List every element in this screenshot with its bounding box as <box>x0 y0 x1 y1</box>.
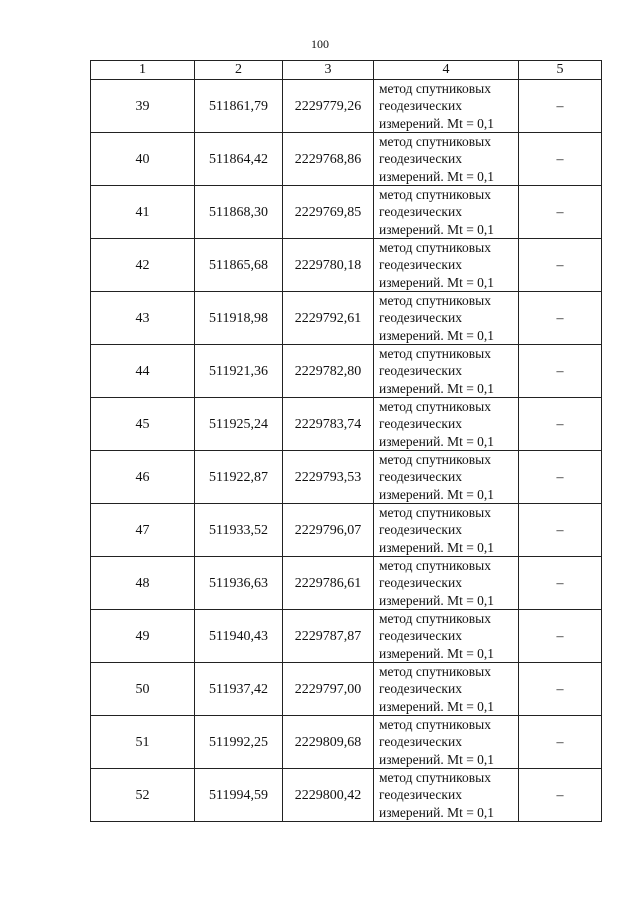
table-row <box>91 663 602 716</box>
table-row <box>91 239 602 292</box>
method-cell <box>374 398 519 451</box>
method-line: измерений. Mt = 0,1 <box>379 115 495 131</box>
point-number-cell: 49 <box>91 610 195 663</box>
method-line: метод спутниковых <box>379 293 491 308</box>
method-line: геодезических <box>379 363 462 379</box>
method-line: геодезических <box>379 151 462 167</box>
point-number-cell: 47 <box>91 504 195 557</box>
method-cell <box>374 239 519 292</box>
method-line: измерений. Mt = 0,1 <box>379 698 495 714</box>
note-cell: – <box>519 133 602 186</box>
point-number-cell: 46 <box>91 451 195 504</box>
x-coordinate-cell: 511940,43 <box>195 610 283 663</box>
method-cell <box>374 610 519 663</box>
table-row <box>91 451 602 504</box>
coordinates-table <box>90 60 602 822</box>
note-cell: – <box>519 663 602 716</box>
method-line: метод спутниковых <box>379 240 491 255</box>
point-number-cell: 50 <box>91 663 195 716</box>
x-coordinate-cell: 511918,98 <box>195 292 283 345</box>
method-line: метод спутниковых <box>379 717 491 732</box>
method-cell <box>374 663 519 716</box>
table-row <box>91 80 602 133</box>
method-line: метод спутниковых <box>379 399 491 414</box>
table-row <box>91 557 602 610</box>
note-cell: – <box>519 557 602 610</box>
table-row <box>91 133 602 186</box>
point-number-cell: 44 <box>91 345 195 398</box>
method-cell <box>374 716 519 769</box>
method-line: измерений. Mt = 0,1 <box>379 380 495 396</box>
method-cell <box>374 186 519 239</box>
table-body <box>91 61 602 822</box>
method-cell <box>374 451 519 504</box>
x-coordinate-cell: 511865,68 <box>195 239 283 292</box>
point-number-cell: 42 <box>91 239 195 292</box>
point-number-cell: 39 <box>91 80 195 133</box>
table-row <box>91 610 602 663</box>
method-line: метод спутниковых <box>379 452 491 467</box>
point-number-cell: 52 <box>91 769 195 822</box>
column-header-2: 2 <box>195 61 283 80</box>
method-line: измерений. Mt = 0,1 <box>379 327 495 343</box>
y-coordinate-cell: 2229787,87 <box>283 610 374 663</box>
method-line: измерений. Mt = 0,1 <box>379 274 495 290</box>
x-coordinate-cell: 511936,63 <box>195 557 283 610</box>
point-number-cell: 41 <box>91 186 195 239</box>
y-coordinate-cell: 2229796,07 <box>283 504 374 557</box>
x-coordinate-cell: 511864,42 <box>195 133 283 186</box>
column-header-1: 1 <box>91 61 195 80</box>
y-coordinate-cell: 2229780,18 <box>283 239 374 292</box>
x-coordinate-cell: 511933,52 <box>195 504 283 557</box>
method-line: измерений. Mt = 0,1 <box>379 804 495 820</box>
note-cell: – <box>519 186 602 239</box>
method-line: измерений. Mt = 0,1 <box>379 645 495 661</box>
method-line: измерений. Mt = 0,1 <box>379 592 495 608</box>
x-coordinate-cell: 511992,25 <box>195 716 283 769</box>
method-line: геодезических <box>379 522 462 538</box>
note-cell: – <box>519 451 602 504</box>
table-row <box>91 398 602 451</box>
x-coordinate-cell: 511921,36 <box>195 345 283 398</box>
x-coordinate-cell: 511937,42 <box>195 663 283 716</box>
y-coordinate-cell: 2229768,86 <box>283 133 374 186</box>
method-line: геодезических <box>379 204 462 220</box>
x-coordinate-cell: 511994,59 <box>195 769 283 822</box>
method-line: геодезических <box>379 575 462 591</box>
point-number-cell: 43 <box>91 292 195 345</box>
table-row <box>91 716 602 769</box>
method-line: геодезических <box>379 628 462 644</box>
page-number: 100 <box>311 37 329 51</box>
note-cell: – <box>519 610 602 663</box>
note-cell: – <box>519 80 602 133</box>
y-coordinate-cell: 2229786,61 <box>283 557 374 610</box>
table-row <box>91 345 602 398</box>
y-coordinate-cell: 2229783,74 <box>283 398 374 451</box>
x-coordinate-cell: 511925,24 <box>195 398 283 451</box>
method-cell <box>374 292 519 345</box>
note-cell: – <box>519 716 602 769</box>
method-line: измерений. Mt = 0,1 <box>379 751 495 767</box>
note-cell: – <box>519 398 602 451</box>
x-coordinate-cell: 511922,87 <box>195 451 283 504</box>
method-cell <box>374 345 519 398</box>
y-coordinate-cell: 2229793,53 <box>283 451 374 504</box>
method-line: метод спутниковых <box>379 558 491 573</box>
column-header-5: 5 <box>519 61 602 80</box>
method-line: метод спутниковых <box>379 611 491 626</box>
method-line: метод спутниковых <box>379 346 491 361</box>
note-cell: – <box>519 239 602 292</box>
method-line: измерений. Mt = 0,1 <box>379 433 495 449</box>
method-line: геодезических <box>379 469 462 485</box>
method-line: измерений. Mt = 0,1 <box>379 168 495 184</box>
point-number-cell: 45 <box>91 398 195 451</box>
method-line: измерений. Mt = 0,1 <box>379 486 495 502</box>
method-cell <box>374 133 519 186</box>
note-cell: – <box>519 769 602 822</box>
y-coordinate-cell: 2229797,00 <box>283 663 374 716</box>
method-line: геодезических <box>379 681 462 697</box>
method-line: геодезических <box>379 787 462 803</box>
column-header-3: 3 <box>283 61 374 80</box>
point-number-cell: 48 <box>91 557 195 610</box>
x-coordinate-cell: 511868,30 <box>195 186 283 239</box>
table-row <box>91 292 602 345</box>
point-number-cell: 51 <box>91 716 195 769</box>
table-row <box>91 186 602 239</box>
column-header-4: 4 <box>374 61 519 80</box>
y-coordinate-cell: 2229792,61 <box>283 292 374 345</box>
y-coordinate-cell: 2229779,26 <box>283 80 374 133</box>
method-line: геодезических <box>379 734 462 750</box>
method-line: метод спутниковых <box>379 505 491 520</box>
method-line: геодезических <box>379 98 462 114</box>
method-cell <box>374 504 519 557</box>
method-line: метод спутниковых <box>379 134 491 149</box>
table-row <box>91 769 602 822</box>
y-coordinate-cell: 2229800,42 <box>283 769 374 822</box>
table-header-row <box>91 61 602 80</box>
table-row <box>91 504 602 557</box>
note-cell: – <box>519 345 602 398</box>
point-number-cell: 40 <box>91 133 195 186</box>
x-coordinate-cell: 511861,79 <box>195 80 283 133</box>
y-coordinate-cell: 2229809,68 <box>283 716 374 769</box>
y-coordinate-cell: 2229782,80 <box>283 345 374 398</box>
method-line: измерений. Mt = 0,1 <box>379 221 495 237</box>
method-cell <box>374 80 519 133</box>
method-line: метод спутниковых <box>379 664 491 679</box>
note-cell: – <box>519 504 602 557</box>
method-line: геодезических <box>379 257 462 273</box>
method-line: метод спутниковых <box>379 187 491 202</box>
method-line: метод спутниковых <box>379 770 491 785</box>
y-coordinate-cell: 2229769,85 <box>283 186 374 239</box>
method-line: геодезических <box>379 416 462 432</box>
method-line: геодезических <box>379 310 462 326</box>
method-cell <box>374 769 519 822</box>
method-line: измерений. Mt = 0,1 <box>379 539 495 555</box>
note-cell: – <box>519 292 602 345</box>
method-cell <box>374 557 519 610</box>
method-line: метод спутниковых <box>379 81 491 96</box>
